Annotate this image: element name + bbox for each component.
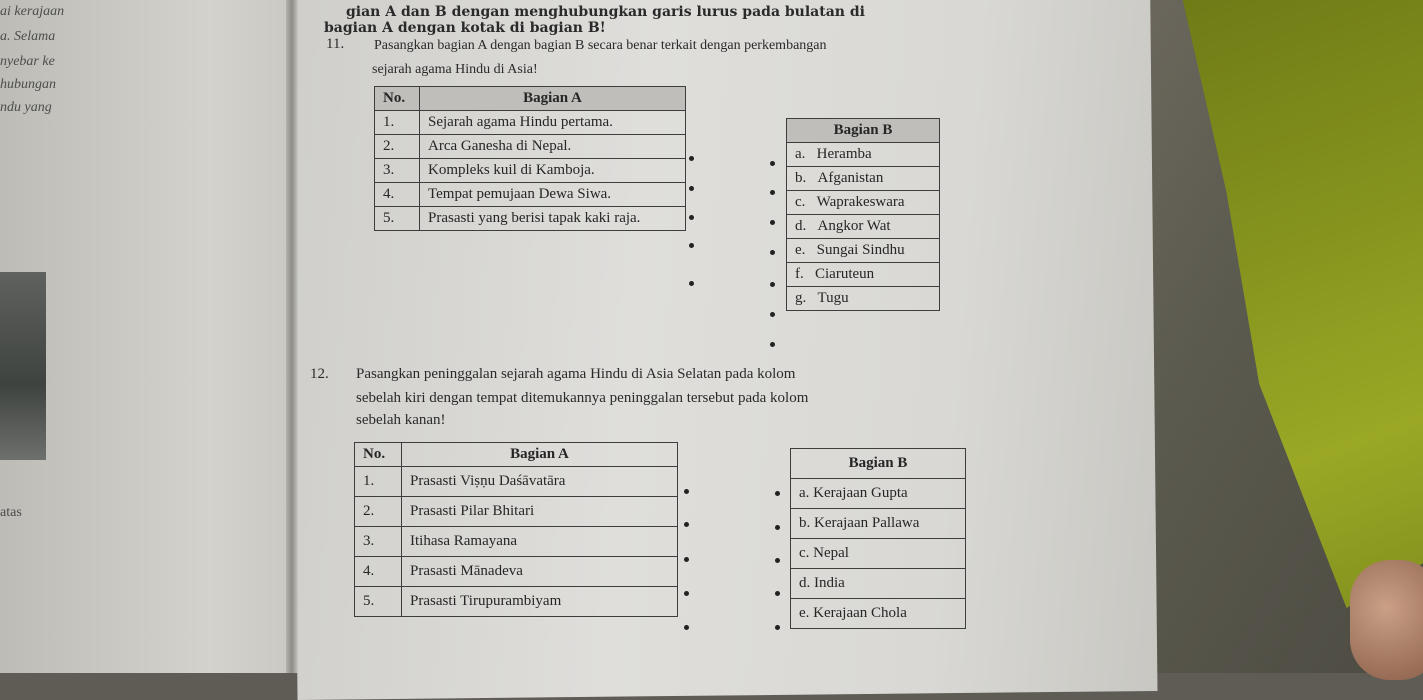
match-dot-b[interactable] [770, 312, 775, 317]
match-dot-b[interactable] [770, 250, 775, 255]
table-row [787, 239, 940, 263]
table-row [355, 497, 678, 527]
row-text: c. Nepal [791, 539, 966, 569]
match-dot-a[interactable] [684, 522, 689, 527]
match-dot-b[interactable] [770, 161, 775, 166]
row-text: Itihasa Ramayana [402, 527, 678, 557]
match-dot-a[interactable] [689, 186, 694, 191]
row-no: 5. [375, 207, 420, 231]
match-dot-a[interactable] [684, 625, 689, 630]
left-line: ai kerajaan [0, 4, 65, 19]
left-page [0, 0, 300, 673]
match-dot-b[interactable] [775, 625, 780, 630]
table-row [375, 159, 686, 183]
row-cell [787, 143, 940, 167]
table-row [787, 215, 940, 239]
q12-table-b [790, 448, 966, 629]
row-text: Prasasti Viṣṇu Daśāvatāra [402, 467, 678, 497]
row-letter: g. [795, 290, 807, 306]
row-letter: f. [795, 266, 804, 282]
left-line: a. Selama [0, 29, 56, 44]
table-row [375, 111, 686, 135]
row-no: 4. [375, 183, 420, 207]
row-no: 4. [355, 557, 402, 587]
q11-table-a [374, 86, 686, 231]
row-text: Waprakeswara [816, 194, 905, 210]
left-line: atas [0, 505, 22, 520]
row-no: 2. [355, 497, 402, 527]
q12-text-1: Pasangkan peninggalan sejarah agama Hindu di Asia Selatan pada kolom [356, 366, 796, 382]
q12-text-2: sebelah kiri dengan tempat ditemukannya peninggalan tersebut pada kolom [356, 390, 809, 406]
instruction-line-1: gian A dan B dengan menghubungkan garis lurus pada bulatan di [346, 4, 865, 20]
left-line: ndu yang [0, 100, 52, 115]
match-dot-b[interactable] [775, 591, 780, 596]
table-row [375, 207, 686, 231]
row-no: 5. [355, 587, 402, 617]
match-dot-a[interactable] [689, 243, 694, 248]
col-header-bagian-a: Bagian A [402, 443, 678, 467]
row-text: Prasasti yang berisi tapak kaki raja. [420, 207, 686, 231]
row-text: Prasasti Pilar Bhitari [402, 497, 678, 527]
row-cell [787, 167, 940, 191]
col-header-no: No. [375, 87, 420, 111]
row-no: 1. [375, 111, 420, 135]
row-letter: b. [795, 170, 807, 186]
row-cell [787, 215, 940, 239]
match-dot-b[interactable] [770, 342, 775, 347]
row-text: Tempat pemujaan Dewa Siwa. [420, 183, 686, 207]
table-row [791, 509, 966, 539]
match-dot-b[interactable] [770, 282, 775, 287]
match-dot-b[interactable] [770, 190, 775, 195]
col-header-bagian-b: Bagian B [787, 119, 940, 143]
match-dot-b[interactable] [775, 491, 780, 496]
table-row [787, 143, 940, 167]
instruction-line-2: bagian A dengan kotak di bagian B! [324, 20, 606, 36]
row-letter: a. [795, 146, 806, 162]
table-row [791, 599, 966, 629]
row-no: 3. [355, 527, 402, 557]
match-dot-b[interactable] [770, 220, 775, 225]
match-dot-a[interactable] [684, 489, 689, 494]
row-text: Heramba [816, 146, 872, 162]
match-dot-b[interactable] [775, 525, 780, 530]
row-no: 3. [375, 159, 420, 183]
q11-text-2: sejarah agama Hindu di Asia! [372, 62, 538, 77]
table-row [355, 467, 678, 497]
row-no: 1. [355, 467, 402, 497]
row-text: Angkor Wat [817, 218, 891, 234]
left-line: hubungan [0, 77, 56, 92]
left-line: nyebar ke [0, 54, 55, 69]
book-gutter [286, 0, 298, 673]
table-row [355, 557, 678, 587]
table-row [375, 135, 686, 159]
q11-text-1: Pasangkan bagian A dengan bagian B secara benar terkait dengan perkembangan [374, 38, 827, 53]
match-dot-a[interactable] [684, 591, 689, 596]
row-text: a. Kerajaan Gupta [791, 479, 966, 509]
table-row [791, 569, 966, 599]
row-letter: c. [795, 194, 806, 210]
row-text: Sejarah agama Hindu pertama. [420, 111, 686, 135]
row-cell [787, 239, 940, 263]
row-cell [787, 191, 940, 215]
finger [1350, 560, 1423, 680]
left-photo [0, 272, 46, 460]
table-row [787, 191, 940, 215]
table-row [791, 539, 966, 569]
table-row [355, 587, 678, 617]
row-cell [787, 263, 940, 287]
row-letter: d. [795, 218, 807, 234]
row-text: Kompleks kuil di Kamboja. [420, 159, 686, 183]
row-text: Prasasti Mānadeva [402, 557, 678, 587]
row-text: b. Kerajaan Pallawa [791, 509, 966, 539]
row-text: Sungai Sindhu [816, 242, 905, 258]
row-cell [787, 287, 940, 311]
row-text: d. India [791, 569, 966, 599]
q12-number: 12. [310, 366, 329, 382]
row-no: 2. [375, 135, 420, 159]
q11-number: 11. [326, 36, 345, 52]
match-dot-b[interactable] [775, 558, 780, 563]
q12-text-3: sebelah kanan! [356, 412, 446, 428]
table-row [791, 479, 966, 509]
table-row [787, 287, 940, 311]
q12-table-a [354, 442, 678, 617]
match-dot-a[interactable] [689, 156, 694, 161]
table-row [787, 167, 940, 191]
match-dot-a[interactable] [689, 215, 694, 220]
row-text: Arca Ganesha di Nepal. [420, 135, 686, 159]
match-dot-a[interactable] [689, 281, 694, 286]
row-letter: e. [795, 242, 806, 258]
row-text: Prasasti Tirupurambiyam [402, 587, 678, 617]
table-row [355, 527, 678, 557]
q11-table-b [786, 118, 940, 311]
col-header-no: No. [355, 443, 402, 467]
table-row [787, 263, 940, 287]
col-header-bagian-b: Bagian B [791, 449, 966, 479]
row-text: Ciaruteun [815, 266, 875, 282]
row-text: Tugu [817, 290, 849, 306]
col-header-bagian-a: Bagian A [420, 87, 686, 111]
row-text: Afganistan [817, 170, 884, 186]
table-row [375, 183, 686, 207]
match-dot-a[interactable] [684, 557, 689, 562]
row-text: e. Kerajaan Chola [791, 599, 966, 629]
